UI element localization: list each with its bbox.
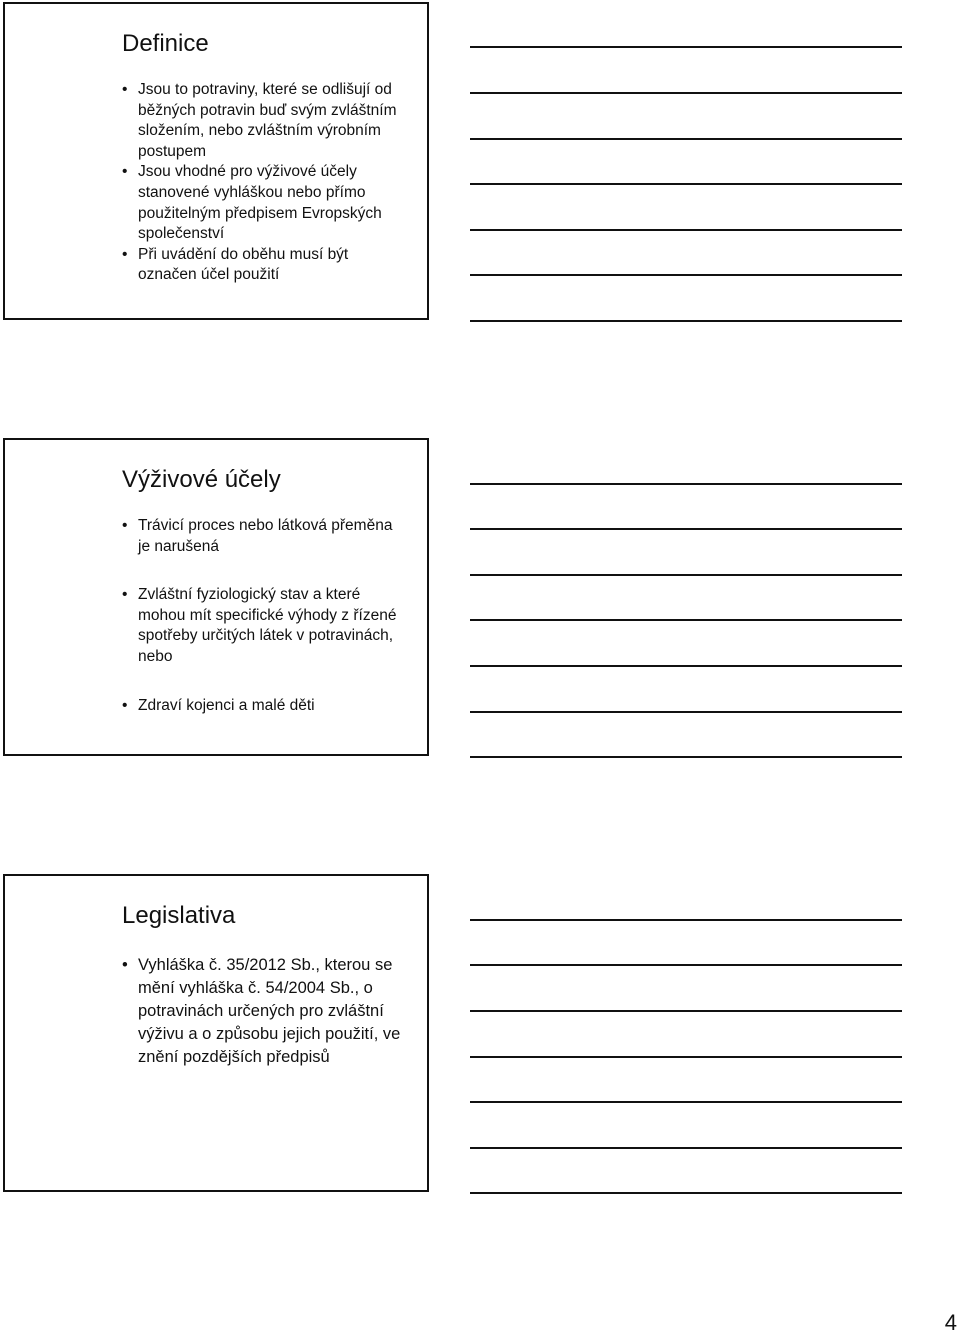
note-line (470, 483, 902, 485)
bullet-list (122, 80, 407, 286)
note-line (470, 919, 902, 921)
note-line (470, 619, 902, 621)
note-line (470, 574, 902, 576)
note-line (470, 756, 902, 758)
note-line (470, 229, 902, 231)
note-line (470, 92, 902, 94)
slide-1 (3, 2, 429, 320)
note-line (470, 1147, 902, 1149)
bullet-item: • Zvláštní fyziologický stav a které mohou mít specifické výhody z řízené spotřeby určitých látek v potravinách, nebo (122, 585, 397, 667)
note-line (470, 274, 902, 276)
slide-title: Legislativa (122, 902, 236, 929)
bullet-item: • Jsou vhodné pro výživové účely stanovené vyhláškou nebo přímo použitelným předpisem Evropských společenství (122, 162, 407, 244)
note-line (470, 528, 902, 530)
note-line (470, 711, 902, 713)
bullet-item: • Trávicí proces nebo látková přeměna je narušená (122, 516, 397, 557)
note-line (470, 1010, 902, 1012)
note-line (470, 964, 902, 966)
bullet-item: • Jsou to potraviny, které se odlišují od běžných potravin buď svým zvláštním složením, nebo zvláštním výrobním postupem (122, 80, 407, 162)
slide-3 (3, 874, 429, 1192)
slide-title: Definice (122, 30, 209, 57)
bullet-list (122, 516, 397, 716)
note-line (470, 1101, 902, 1103)
note-line (470, 665, 902, 667)
bullet-item: • Při uvádění do oběhu musí být označen účel použití (122, 245, 407, 286)
slide-title: Výživové účely (122, 466, 281, 493)
note-line (470, 1056, 902, 1058)
slide-2 (3, 438, 429, 756)
page-number: 4 (944, 1310, 957, 1335)
note-line (470, 138, 902, 140)
note-line (470, 46, 902, 48)
bullet-item: • Zdraví kojenci a malé děti (122, 696, 397, 717)
note-line (470, 183, 902, 185)
bullet-item: • Vyhláška č. 35/2012 Sb., kterou se mění vyhláška č. 54/2004 Sb., o potravinách určených pro zvláštní výživu a o způsobu jejich použití, ve znění pozdějších předpisů (122, 954, 402, 1069)
bullet-list (122, 954, 402, 1069)
note-line (470, 1192, 902, 1194)
note-line (470, 320, 902, 322)
